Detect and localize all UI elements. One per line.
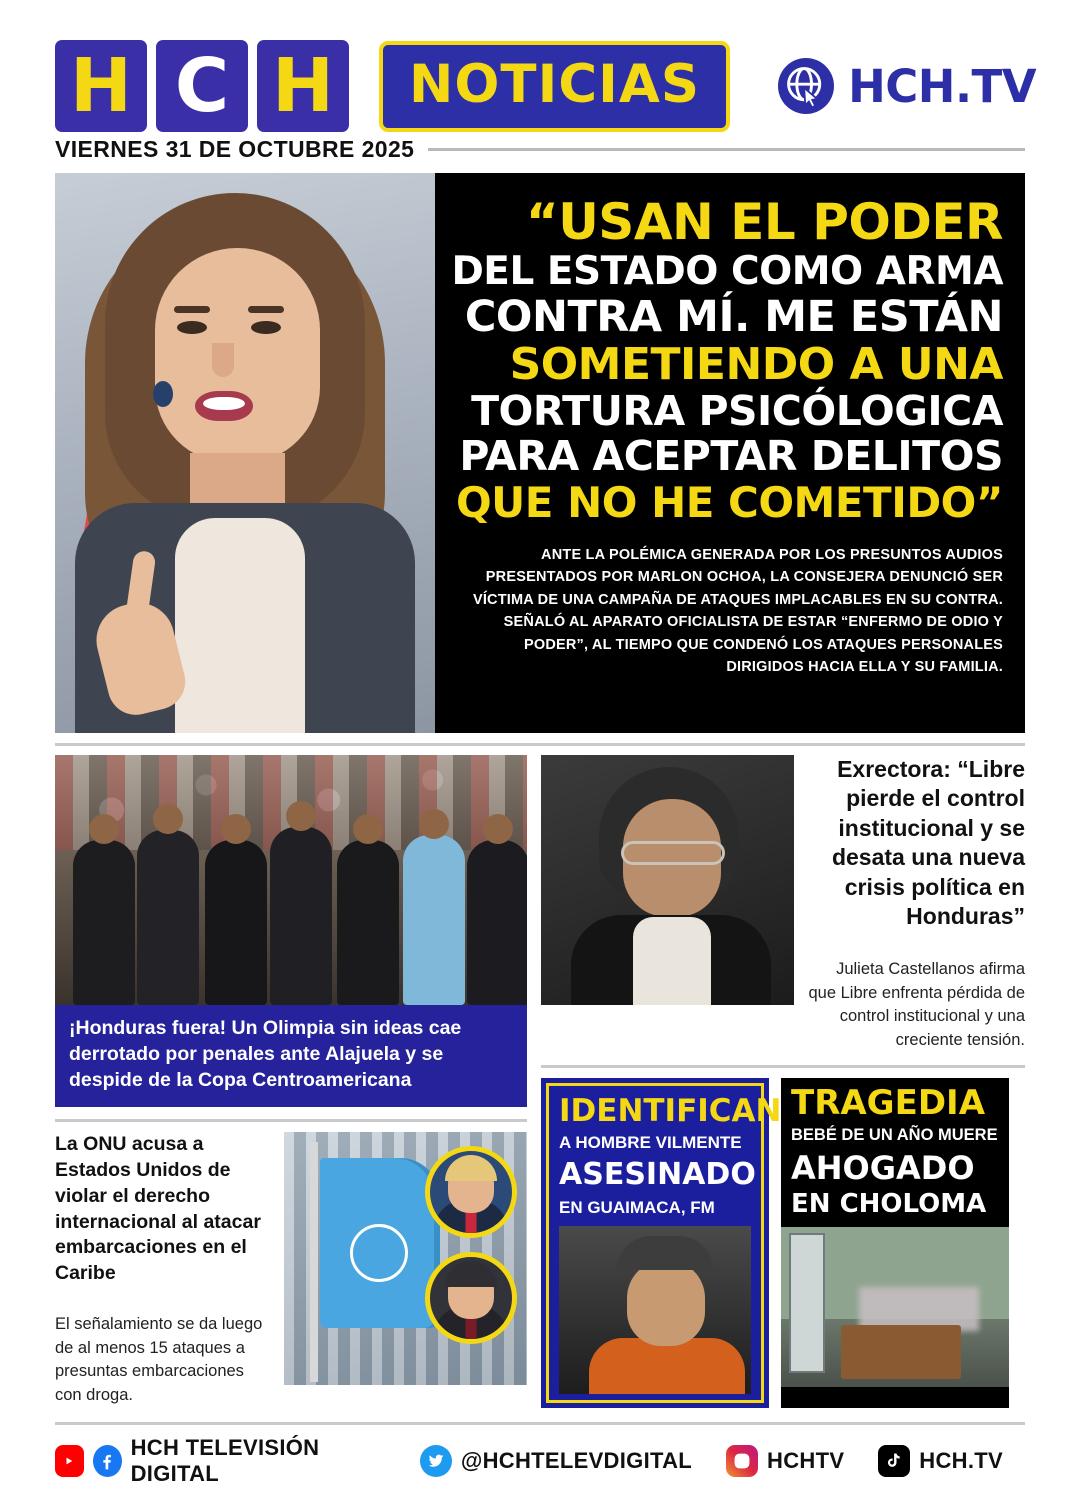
- tragedia-line-2: BEBÉ DE UN AÑO MUERE: [791, 1126, 998, 1145]
- social-group-1[interactable]: [55, 1435, 386, 1487]
- instagram-icon[interactable]: [726, 1445, 758, 1477]
- onu-headline: La ONU acusa a Estados Unidos de violar el derecho internacional al atacar embarcaciones en el Caribe: [55, 1132, 261, 1285]
- mid-section: [55, 755, 1025, 1408]
- exrectora-headline: Exrectora: “Libre pierde el control institucional y se desata una nueva crisis política en Honduras”: [831, 756, 1025, 930]
- onu-story: [55, 1132, 527, 1407]
- dateline-rule: [428, 148, 1025, 151]
- footer-social: [55, 1435, 1025, 1507]
- headline-line-3: CONTRA MÍ. ME ESTÁN: [464, 291, 1003, 342]
- social-group-3[interactable]: [726, 1445, 844, 1477]
- exrectora-text: [808, 755, 1025, 1053]
- exrectora-story: [541, 755, 1025, 1053]
- headline-line-6: PARA ACEPTAR DELITOS: [459, 432, 1003, 481]
- tragedia-line-3: AHOGADO: [791, 1149, 975, 1188]
- date-text: VIERNES 31 DE OCTUBRE 2025: [55, 136, 415, 162]
- social-group-2[interactable]: [420, 1445, 692, 1477]
- dateline: [55, 136, 1025, 163]
- onu-body: El señalamiento se da luego de al menos 15 ataques a presuntas embarcaciones con droga.: [55, 1315, 263, 1404]
- hero-story: [55, 173, 1025, 733]
- tragedia-line-4: EN CHOLOMA: [791, 1189, 987, 1220]
- identifican-card: [541, 1078, 782, 1408]
- social-label-4: HCH.TV: [919, 1448, 1003, 1474]
- headline-line-4: SOMETIENDO A UNA: [509, 338, 1003, 390]
- logo-letter-2: C: [156, 40, 248, 132]
- facebook-icon[interactable]: [93, 1445, 122, 1477]
- bottom-cards: [541, 1078, 1025, 1408]
- identifican-line-3: ASESINADO: [559, 1157, 756, 1193]
- social-group-4[interactable]: [878, 1445, 1003, 1477]
- twitter-icon[interactable]: [420, 1445, 452, 1477]
- headline-line-1: “USAN EL PODER: [525, 193, 1003, 251]
- noticias-banner: [379, 41, 730, 132]
- social-label-1: HCH TELEVISIÓN DIGITAL: [130, 1435, 320, 1487]
- identifican-line-4: EN GUAIMACA, FM: [559, 1198, 715, 1218]
- hch-logo: [55, 40, 349, 132]
- left-rule: [55, 1119, 527, 1122]
- headline-line-5: TORTURA PSICÓLOGICA: [471, 387, 1003, 436]
- left-column: [55, 755, 527, 1408]
- social-label-2: @HCHTELEVDIGITAL: [460, 1448, 693, 1474]
- exrectora-photo: [541, 755, 794, 1005]
- hero-headline: [445, 193, 1003, 527]
- right-rule: [541, 1065, 1025, 1068]
- footer-rule: [55, 1422, 1025, 1425]
- logo-letter-1: H: [55, 40, 147, 132]
- avatar-trump: [425, 1146, 517, 1238]
- logo-letter-3: H: [257, 40, 349, 132]
- noticias-label: NOTICIAS: [379, 41, 730, 132]
- onu-text: [55, 1132, 270, 1407]
- headline-line-7: QUE NO HE COMETIDO”: [455, 477, 1003, 527]
- onu-photo: [284, 1132, 527, 1385]
- identifican-line-2: A HOMBRE VILMENTE: [559, 1133, 742, 1153]
- tragedia-card: [781, 1078, 1009, 1408]
- identifican-photo: [559, 1226, 751, 1394]
- tragedia-line-1: TRAGEDIA: [791, 1083, 986, 1124]
- avatar-maduro: [425, 1252, 517, 1344]
- globe-cursor-icon: [778, 58, 834, 114]
- sports-photo: [55, 755, 527, 1005]
- tragedia-photo: [781, 1227, 1009, 1387]
- sports-caption: ¡Honduras fuera! Un Olimpia sin ideas cae derrotado por penales ante Alajuela y se despide de la Copa Centroamericana: [55, 1005, 527, 1107]
- hero-subtext: ANTE LA POLÉMICA GENERADA POR LOS PRESUNTOS AUDIOS PRESENTADOS POR MARLON OCHOA, LA CONSEJERA DENUNCIÓ SER VÍCTIMA DE UNA CAMPAÑA DE ATAQUES IMPLACABLES EN SU CONTRA. SEÑALÓ AL APARATO OFICIALISTA DE ESTAR “ENFERMO DE ODIO Y PODER”, AL TIEMPO QUE CONDENÓ LOS ATAQUES PERSONALES DIRIGIDOS HACIA ELLA Y SU FAMILIA.: [472, 546, 1003, 676]
- site-brand: [778, 58, 1036, 114]
- hero-text: [435, 173, 1025, 733]
- masthead: [55, 0, 1037, 130]
- tiktok-icon[interactable]: [878, 1445, 910, 1477]
- section-divider: [55, 743, 1025, 746]
- youtube-icon[interactable]: [55, 1445, 84, 1477]
- site-label: HCH.TV: [848, 59, 1037, 113]
- headline-line-2: DEL ESTADO COMO ARMA: [451, 248, 1003, 294]
- identifican-line-1: IDENTIFICAN: [559, 1093, 782, 1130]
- hero-photo: [55, 173, 435, 733]
- social-label-3: HCHTV: [767, 1448, 845, 1474]
- exrectora-body: Julieta Castellanos afirma que Libre enfrenta pérdida de control institucional y una creciente tensión.: [808, 959, 1025, 1050]
- right-column: [541, 755, 1025, 1408]
